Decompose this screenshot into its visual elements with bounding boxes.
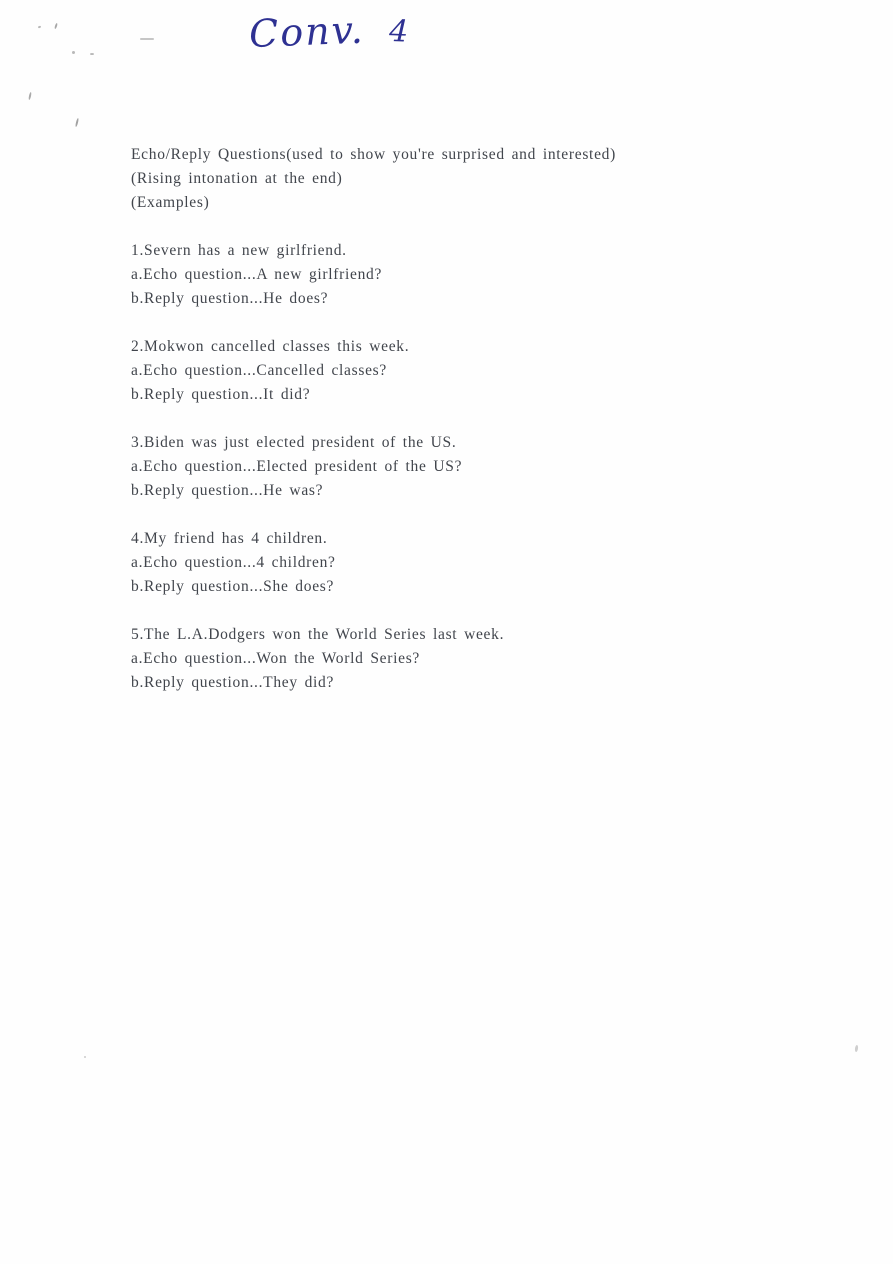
example-reply-question: b.Reply question...They did? <box>131 674 335 691</box>
example-statement: 3.Biden was just elected president of the US. <box>131 434 457 451</box>
scan-artifact <box>855 1045 859 1052</box>
scan-artifact <box>90 53 94 55</box>
handwritten-page-title <box>248 6 408 56</box>
example-block-5 <box>131 623 771 695</box>
example-reply-question: b.Reply question...He does? <box>131 290 329 307</box>
example-reply-question: b.Reply question...She does? <box>131 578 335 595</box>
example-echo-question: a.Echo question...Elected president of the US? <box>131 458 463 475</box>
example-block-1 <box>131 239 771 311</box>
example-statement: 2.Mokwon cancelled classes this week. <box>131 338 410 355</box>
intro-line-3: (Examples) <box>131 194 210 211</box>
scan-artifact <box>84 1056 86 1058</box>
example-statement: 5.The L.A.Dodgers won the World Series last week. <box>131 626 505 643</box>
example-reply-question: b.Reply question...It did? <box>131 386 311 403</box>
scan-artifact <box>140 38 154 40</box>
scan-artifact <box>72 51 75 54</box>
example-echo-question: a.Echo question...Cancelled classes? <box>131 362 387 379</box>
example-echo-question: a.Echo question...A new girlfriend? <box>131 266 383 283</box>
example-reply-question: b.Reply question...He was? <box>131 482 324 499</box>
scan-artifact <box>54 23 58 29</box>
scan-artifact <box>38 26 42 29</box>
example-block-3 <box>131 431 771 503</box>
example-echo-question: a.Echo question...Won the World Series? <box>131 650 421 667</box>
example-block-4 <box>131 527 771 599</box>
example-statement: 4.My friend has 4 children. <box>131 530 328 547</box>
scan-artifact <box>75 118 79 127</box>
handwritten-title-number: 4 <box>388 13 409 50</box>
intro-line-2: (Rising intonation at the end) <box>131 170 343 187</box>
example-echo-question: a.Echo question...4 children? <box>131 554 336 571</box>
example-statement: 1.Severn has a new girlfriend. <box>131 242 347 259</box>
document-body <box>131 143 771 695</box>
scan-artifact <box>28 92 32 100</box>
example-block-2 <box>131 335 771 407</box>
handwritten-title-text: Conv. <box>248 7 366 57</box>
intro-line-1: Echo/Reply Questions(used to show you're surprised and interested) <box>131 146 616 163</box>
